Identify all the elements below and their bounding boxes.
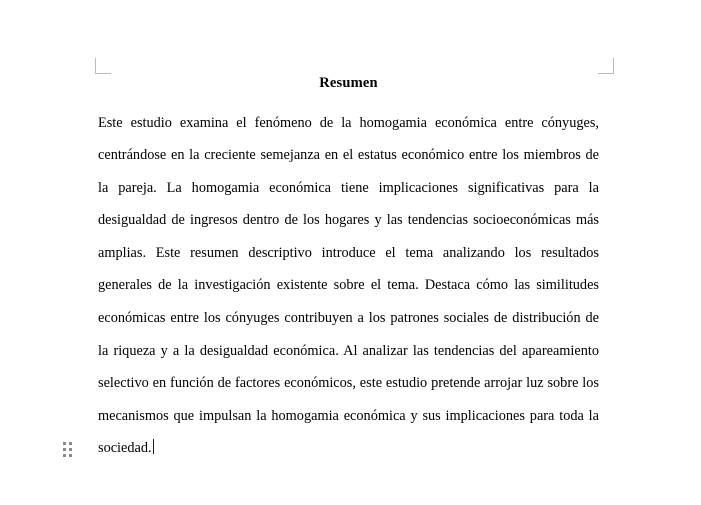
drag-handle-dot xyxy=(63,448,66,451)
abstract-paragraph[interactable] xyxy=(98,107,599,498)
text-caret xyxy=(153,439,154,454)
abstract-paragraph-text: Este estudio examina el fenómeno de la homogamia económica entre cónyuges, centrándose en la creciente semejanza en el estatus económico entre los miembros de la pareja. La homogamia económica tiene implicaciones significativas para la desigualdad de ingresos dentro de los hogares y las tendencias socioeconómicas más amplias. Este resumen descriptivo introduce el tema analizando los resultados generales de la investigación existente sobre el tema. Destaca cómo las similitudes económicas entre los cónyuges contribuyen a los patrones sociales de distribución de la riqueza y a la desigualdad económica. Al analizar las tendencias del apareamiento selectivo en función de factores económicos, este estudio pretende arrojar luz sobre los mecanismos que impulsan la homogamia económica y sus implicaciones para toda la sociedad. xyxy=(98,114,599,457)
margin-corner-mark-top-right xyxy=(598,58,614,74)
document-text-area[interactable] xyxy=(98,76,599,498)
drag-handle-dot xyxy=(69,454,72,457)
margin-corner-mark-top-left xyxy=(95,58,111,74)
drag-handle-dot xyxy=(69,448,72,451)
drag-handle-dot xyxy=(63,442,66,445)
drag-handle-dot xyxy=(69,442,72,445)
drag-handle-icon[interactable] xyxy=(63,442,74,457)
drag-handle-dot xyxy=(63,454,66,457)
page-title: Resumen xyxy=(319,75,378,91)
